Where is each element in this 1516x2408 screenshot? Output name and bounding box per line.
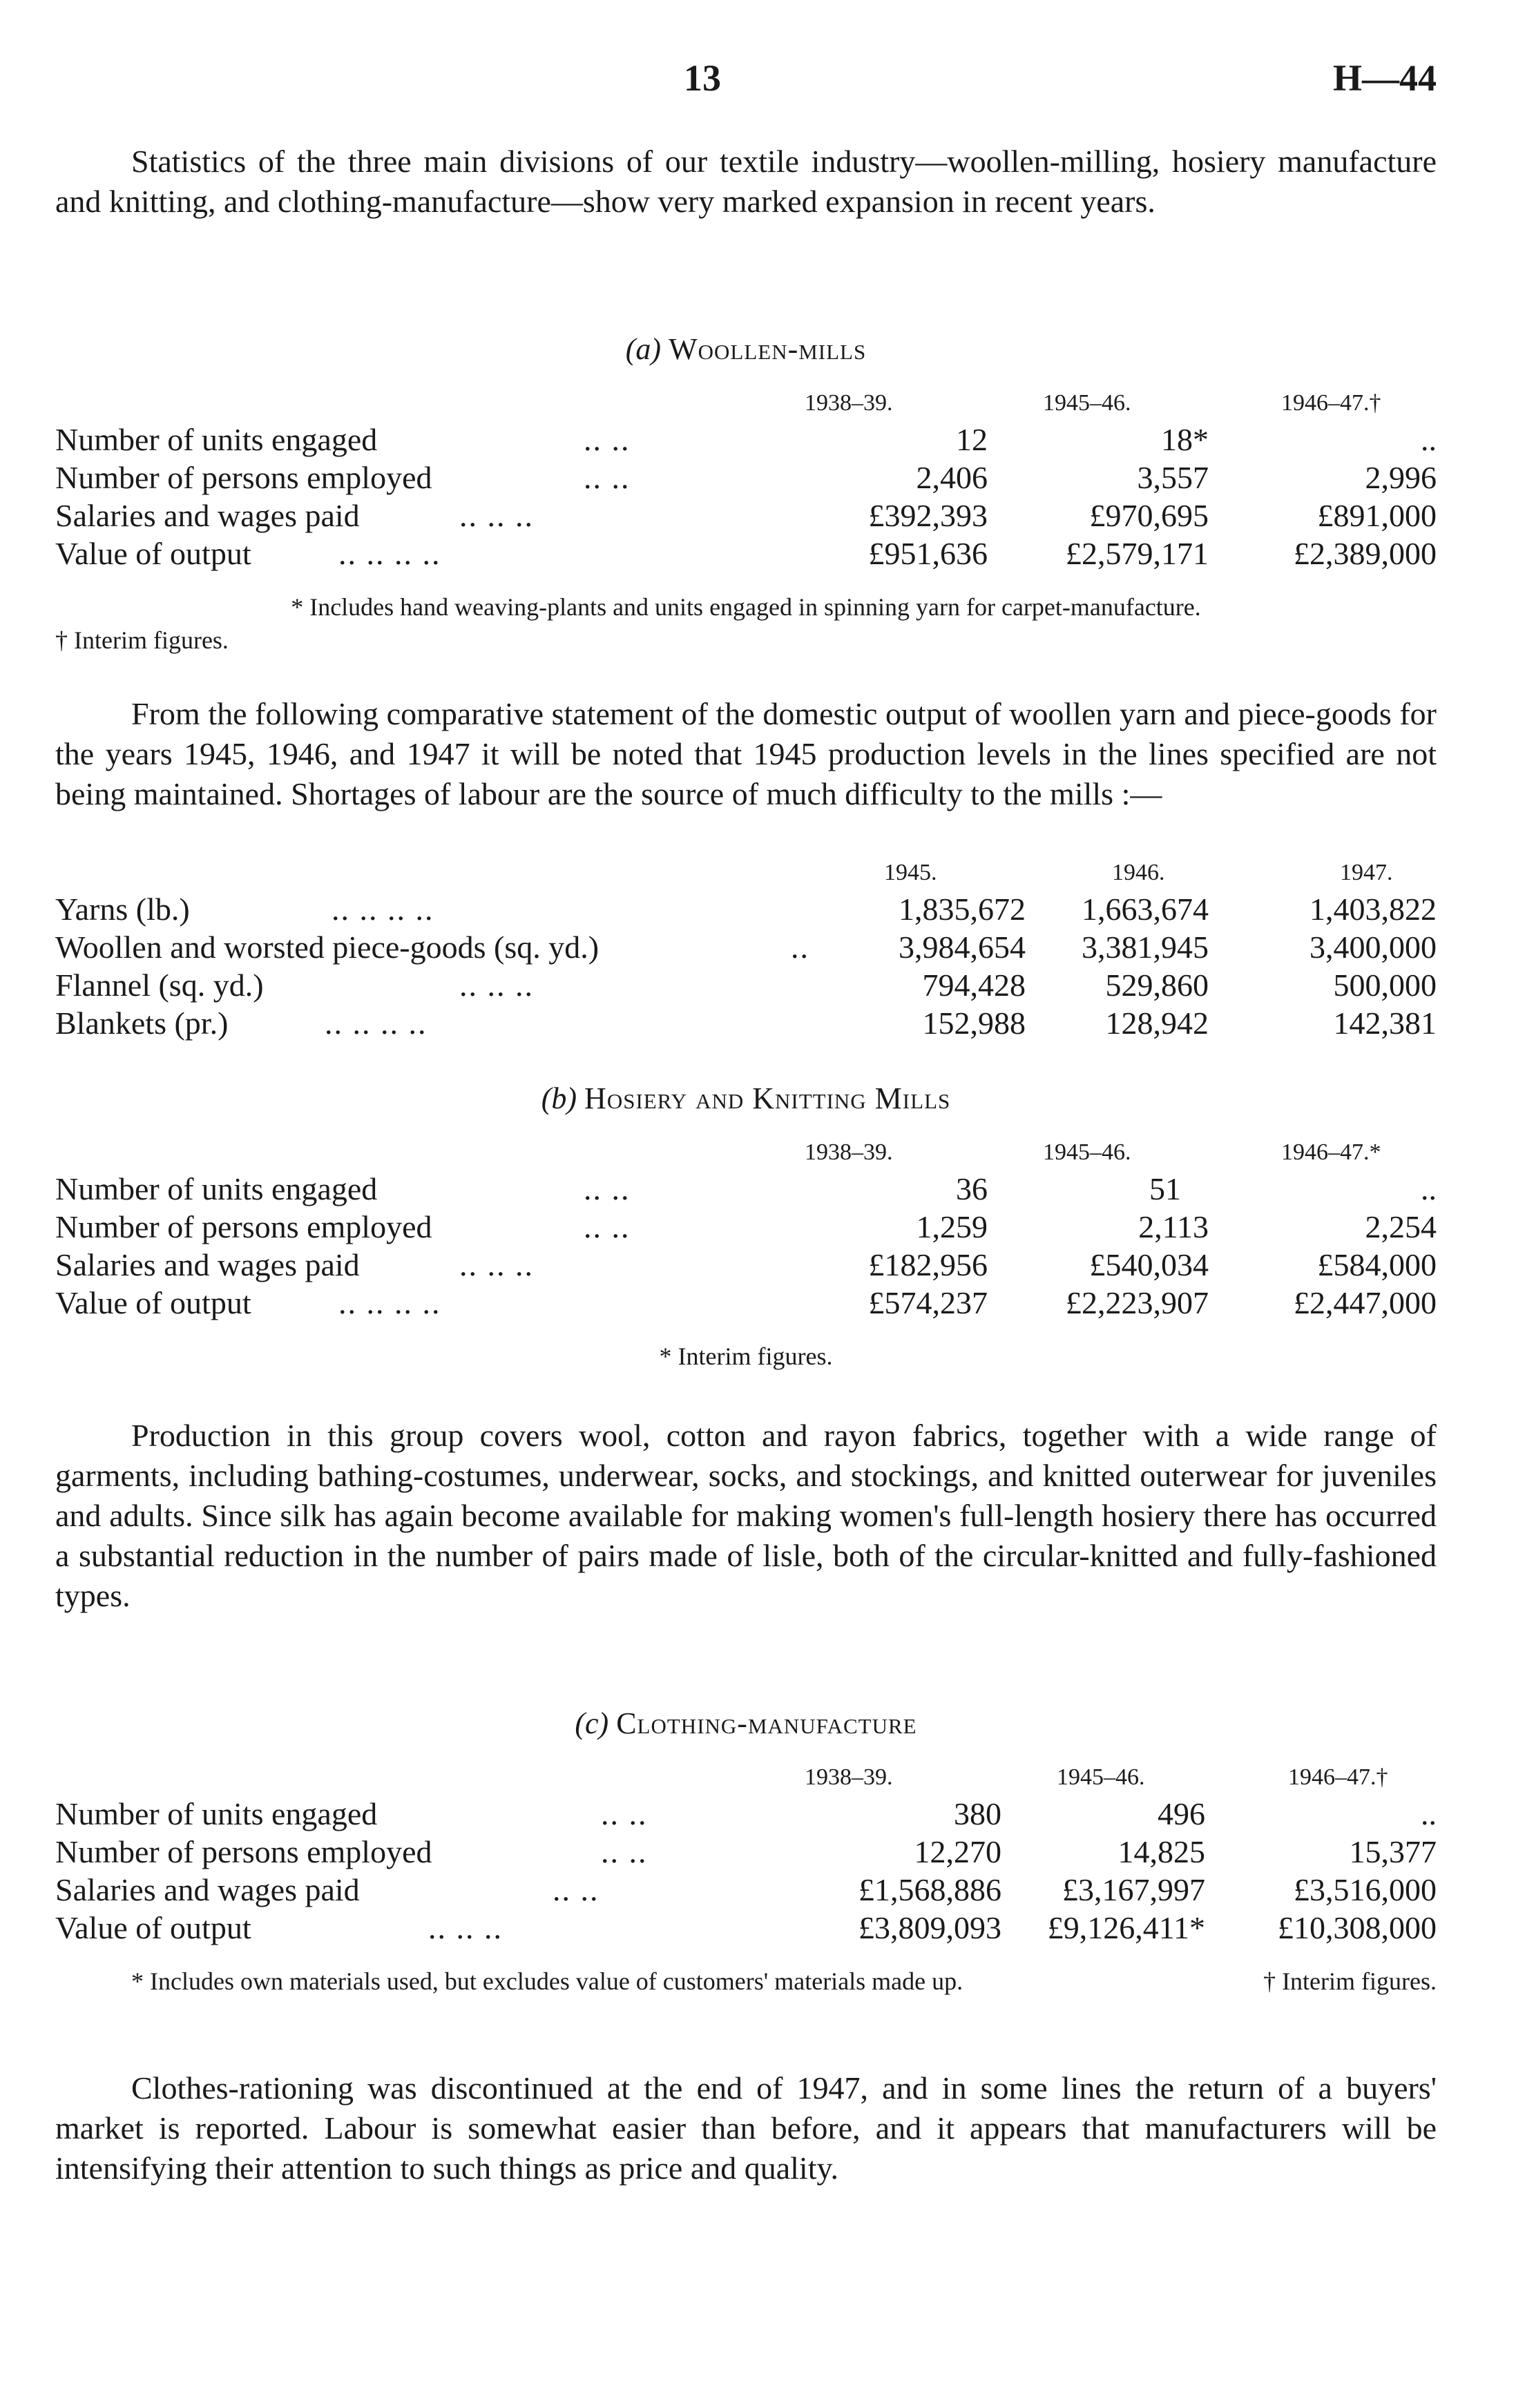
leader-dots: .. ..: [584, 1209, 631, 1244]
cell-1945: 496: [1158, 1796, 1205, 1831]
cell-1938: 380: [954, 1796, 1001, 1831]
clothing-footnote-1: * Includes own materials used, but excludes value of customers' materials made up.: [131, 1967, 963, 1995]
leader-dots: .. ..: [601, 1796, 648, 1831]
woollen-heading: [55, 331, 1437, 367]
leader-dots: .. .. ..: [459, 1247, 534, 1282]
hosiery-heading: [55, 1081, 1437, 1116]
cell-1946: 128,942: [1105, 1005, 1209, 1041]
leader-dots: .. ..: [584, 422, 631, 457]
leader-dots: .. .. .. ..: [338, 536, 441, 571]
intro-paragraph: Statistics of the three main divisions of our textile industry—woollen-milling, hosiery manufacture and knitting, and clothing-manufacture—show very marked expansion in recent years.: [55, 144, 1437, 219]
clothing-heading: [55, 1706, 1437, 1741]
leader-dots: .. .. .. ..: [325, 1005, 428, 1041]
closing-paragraph: Clothes-rationing was discontinued at the end of 1947, and in some lines the return of a buyers' market is reported. Labour is somewhat easier than before, and it appears that manufacturers will be intensifying their attention to such things as price and quality.: [55, 2070, 1437, 2186]
clothing-column-headers: [55, 1757, 1437, 1795]
table-row: [55, 1208, 1437, 1246]
cell-1946: £2,389,000: [1294, 536, 1437, 571]
document-page: [55, 0, 1437, 2408]
leader-dots: .. ..: [584, 460, 631, 495]
hosiery-column-headers: [55, 1133, 1437, 1171]
cell-1946: 15,377: [1349, 1834, 1437, 1869]
cell-1945: 3,984,654: [899, 930, 1026, 965]
clothing-footnote-2: † Interim figures.: [1263, 1967, 1437, 1995]
row-label: Salaries and wages paid: [55, 1247, 360, 1282]
leader-dots: .. .. .. ..: [332, 892, 434, 927]
table-row: [55, 459, 1437, 497]
woollen-table: [55, 383, 1437, 573]
cell-1938: 36: [956, 1171, 988, 1206]
row-label: Blankets (pr.): [55, 1005, 229, 1041]
row-label: Value of output: [55, 1285, 251, 1320]
row-label: Number of persons employed: [55, 1834, 432, 1869]
cell-1938: £392,393: [868, 498, 988, 533]
production-column-headers: [55, 853, 1437, 891]
table-row: [55, 1246, 1437, 1284]
row-label: Number of units engaged: [55, 422, 378, 457]
row-label: Woollen and worsted piece-goods (sq. yd.): [55, 930, 599, 965]
cell-1945: 51: [1149, 1171, 1181, 1206]
cell-1945: 2,113: [1138, 1209, 1209, 1244]
woollen-footnote-2: † Interim figures.: [55, 626, 229, 654]
column-header: 1946–47.†: [1288, 1764, 1388, 1790]
leader-dots: .. ..: [601, 1834, 648, 1869]
hosiery-heading-label: (b): [541, 1081, 577, 1115]
cell-1946: 529,860: [1105, 967, 1209, 1003]
column-header: 1946.: [1112, 860, 1165, 885]
cell-1938: 2,406: [916, 460, 988, 495]
column-header: 1938–39.: [805, 390, 893, 416]
woollen-column-headers: [55, 383, 1437, 421]
hosiery-footnote: * Interim figures.: [659, 1342, 833, 1370]
column-header: 1945–46.: [1043, 390, 1131, 416]
table-row: [55, 1909, 1437, 1947]
page-header: [55, 57, 1437, 112]
column-header: 1945–46.: [1057, 1764, 1145, 1790]
clothing-table: [55, 1757, 1437, 1947]
cell-1938: £951,636: [868, 536, 988, 571]
table-row: [55, 1171, 1437, 1208]
cell-1946: £10,308,000: [1278, 1910, 1437, 1945]
table-row: [55, 497, 1437, 535]
row-label: Number of units engaged: [55, 1171, 378, 1206]
cell-1945: £540,034: [1089, 1247, 1209, 1282]
cell-1945: 152,988: [922, 1005, 1026, 1041]
leader-dots: .. .. ..: [428, 1910, 503, 1945]
row-label: Value of output: [55, 1910, 251, 1945]
cell-1946: 2,996: [1365, 460, 1437, 495]
table-row: [55, 967, 1437, 1005]
table-row: [55, 421, 1437, 459]
production-table: [55, 853, 1437, 1043]
row-label: Salaries and wages paid: [55, 498, 360, 533]
woollen-footnote-1: * Includes hand weaving-plants and units engaged in spinning yarn for carpet-manufacture.: [291, 593, 1201, 621]
leader-dots: .. ..: [584, 1171, 631, 1206]
woollen-heading-label: (a): [625, 332, 662, 366]
clothing-heading-label: (c): [575, 1706, 609, 1740]
column-header: 1945–46.: [1043, 1139, 1131, 1165]
comparative-paragraph: From the following comparative statement of the domestic output of woollen yarn and piece-goods for the years 1945, 1946, and 1947 it will be noted that 1945 production levels in the lines specified are not being maintained. Shortages of labour are the source of much difficulty to the mills :—: [55, 696, 1437, 811]
cell-1946: £584,000: [1317, 1247, 1437, 1282]
column-header: 1947.: [1340, 860, 1393, 885]
cell-1938: 12,270: [914, 1834, 1001, 1869]
table-row: [55, 535, 1437, 573]
column-header: 1946–47.†: [1281, 390, 1381, 416]
page-number: 13: [684, 57, 721, 99]
cell-1946: £2,447,000: [1294, 1285, 1437, 1320]
leader-dots: .. ..: [553, 1872, 599, 1907]
document-reference: H—44: [1332, 57, 1437, 99]
cell-1946: ..: [1421, 1796, 1437, 1831]
row-label: Number of persons employed: [55, 460, 432, 495]
column-header: 1938–39.: [805, 1764, 893, 1790]
cell-1945: 1,835,672: [899, 892, 1026, 927]
leader-dots: .. .. .. ..: [338, 1285, 441, 1320]
cell-1946: ..: [1421, 422, 1437, 457]
clothing-footnote: [55, 1965, 1437, 1998]
row-label: Number of units engaged: [55, 1796, 378, 1831]
leader-dots: .. .. ..: [459, 498, 534, 533]
cell-1947: 3,400,000: [1309, 930, 1437, 965]
cell-1946: 1,663,674: [1082, 892, 1209, 927]
cell-1946: ..: [1421, 1171, 1437, 1206]
column-header: 1938–39.: [805, 1139, 893, 1165]
row-label: Yarns (lb.): [55, 892, 190, 927]
cell-1945: 3,557: [1137, 460, 1209, 495]
row-label: Salaries and wages paid: [55, 1872, 360, 1907]
cell-1938: £182,956: [868, 1247, 988, 1282]
cell-1945: £9,126,411*: [1047, 1910, 1205, 1945]
row-label: Number of persons employed: [55, 1209, 432, 1244]
cell-1938: £3,809,093: [858, 1910, 1001, 1945]
table-row: [55, 1284, 1437, 1322]
cell-1946: 2,254: [1365, 1209, 1437, 1244]
cell-1938: 12: [956, 422, 988, 457]
cell-1945: £3,167,997: [1062, 1872, 1205, 1907]
cell-1945: 18*: [1161, 422, 1209, 457]
cell-1945: 14,825: [1117, 1834, 1205, 1869]
table-row: [55, 1871, 1437, 1909]
leader-dots: .. .. ..: [459, 967, 534, 1003]
column-header: 1946–47.*: [1281, 1139, 1381, 1165]
cell-1947: 1,403,822: [1309, 892, 1437, 927]
table-row: [55, 1795, 1437, 1833]
table-row: [55, 1005, 1437, 1043]
row-label: Value of output: [55, 536, 251, 571]
hosiery-paragraph: Production in this group covers wool, cotton and rayon fabrics, together with a wide range of garments, including bathing-costumes, underwear, socks, and stockings, and knitted outerwear for juveniles and adults. Since silk has again become available for making women's full-length hosiery there has occurred a substantial reduction in the number of pairs made of lisle, both of the circular-knitted and fully-fashioned types.: [55, 1418, 1437, 1613]
hosiery-heading-title: Hosiery and Knitting Mills: [584, 1081, 951, 1115]
row-label: Flannel (sq. yd.): [55, 967, 264, 1003]
cell-1945: £2,223,907: [1066, 1285, 1209, 1320]
cell-1946: £891,000: [1317, 498, 1437, 533]
column-header: 1945.: [884, 860, 937, 885]
cell-1938: £1,568,886: [858, 1872, 1001, 1907]
cell-1946: £3,516,000: [1294, 1872, 1437, 1907]
cell-1945: £2,579,171: [1066, 536, 1209, 571]
cell-1938: £574,237: [868, 1285, 988, 1320]
clothing-heading-title: Clothing-manufacture: [616, 1706, 917, 1740]
table-row: [55, 1833, 1437, 1871]
table-row: [55, 929, 1437, 967]
cell-1947: 500,000: [1333, 967, 1437, 1003]
cell-1938: 1,259: [916, 1209, 988, 1244]
cell-1945: £970,695: [1089, 498, 1209, 533]
cell-1946: 3,381,945: [1082, 930, 1209, 965]
table-row: [55, 891, 1437, 929]
woollen-heading-title: Woollen-mills: [669, 332, 867, 366]
cell-1945: 794,428: [922, 967, 1026, 1003]
hosiery-table: [55, 1133, 1437, 1322]
leader-dots: ..: [791, 930, 809, 965]
cell-1947: 142,381: [1333, 1005, 1437, 1041]
